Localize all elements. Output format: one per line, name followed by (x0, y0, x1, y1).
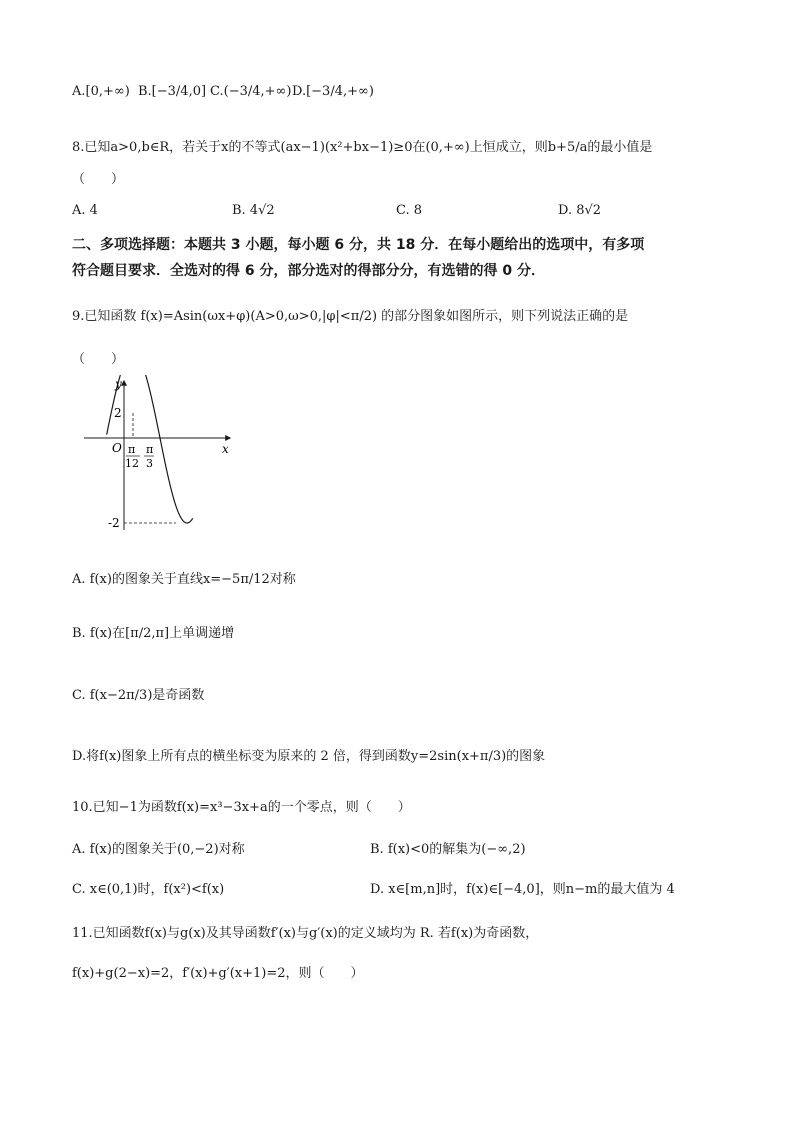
q9-option-d: D.将f(x)图象上所有点的横坐标变为原来的 2 倍，得到函数y=2sin(x+π/3)的图象 (72, 749, 546, 764)
tick1-denominator: 12 (125, 457, 139, 470)
q11-line2: f(x)+g(2−x)=2，f′(x)+g′(x+1)=2，则（ ） (72, 966, 364, 981)
q9-stem: 9.已知函数 f(x)=Asin(ωx+φ)(A>0,ω>0,|φ|<π/2) 的部分图象如图所示，则下列说法正确的是 (72, 309, 629, 324)
y-axis-label: y (115, 377, 122, 391)
section-heading-line1: 二、多项选择题：本题共 3 小题，每小题 6 分，共 18 分．在每小题给出的选项中，有多项 (72, 237, 645, 253)
q8-option-d: D. 8√2 (558, 203, 602, 218)
x-axis-label: x (222, 442, 229, 456)
q7-option-a: A.[0,+∞) (72, 84, 130, 99)
y-min-label: -2 (108, 516, 120, 530)
q10-option-b: B. f(x)<0的解集为(−∞,2) (370, 842, 526, 857)
q11-line1: 11.已知函数f(x)与g(x)及其导函数f′(x)与g′(x)的定义域均为 R. 若f(x)为奇函数， (72, 926, 539, 941)
q10-option-c: C. x∈(0,1)时，f(x²)<f(x) (72, 882, 225, 897)
tick1-numerator: π (128, 443, 136, 456)
q10-option-d: D. x∈[m,n]时，f(x)∈[−4,0]，则n−m的最大值为 4 (370, 882, 675, 897)
tick2-denominator: 3 (146, 457, 153, 470)
q7-option-b: B.[−3/4,0] (138, 84, 207, 99)
q9-option-a: A. f(x)的图象关于直线x=−5π/12对称 (72, 572, 296, 587)
q9-paren: （ ） (72, 352, 125, 367)
q8-paren: （ ） (72, 172, 125, 187)
q8-option-c: C. 8 (396, 203, 423, 218)
sine-graph (80, 375, 240, 535)
q10-option-a: A. f(x)的图象关于(0,−2)对称 (72, 842, 245, 857)
q7-option-c: C.(−3/4,+∞) (210, 84, 292, 99)
q10-stem: 10.已知−1为函数f(x)=x³−3x+a的一个零点，则（ ） (72, 800, 411, 815)
y-max-label: 2 (114, 406, 122, 420)
q8-option-a: A. 4 (72, 203, 98, 218)
q8-option-b: B. 4√2 (232, 203, 275, 218)
q9-option-c: C. f(x−2π/3)是奇函数 (72, 688, 205, 703)
q9-option-b: B. f(x)在[π/2,π]上单调递增 (72, 626, 235, 641)
section-heading-line2: 符合题目要求．全选对的得 6 分，部分选对的得部分分，有选错的得 0 分． (72, 263, 545, 279)
q8-stem: 8.已知a>0,b∈R，若关于x的不等式(ax−1)(x²+bx−1)≥0在(0,+∞)上恒成立，则b+5/a的最小值是 (72, 140, 653, 155)
tick2-numerator: π (146, 443, 154, 456)
q7-option-d: D.[−3/4,+∞) (292, 84, 374, 99)
origin-label: O (112, 441, 122, 455)
